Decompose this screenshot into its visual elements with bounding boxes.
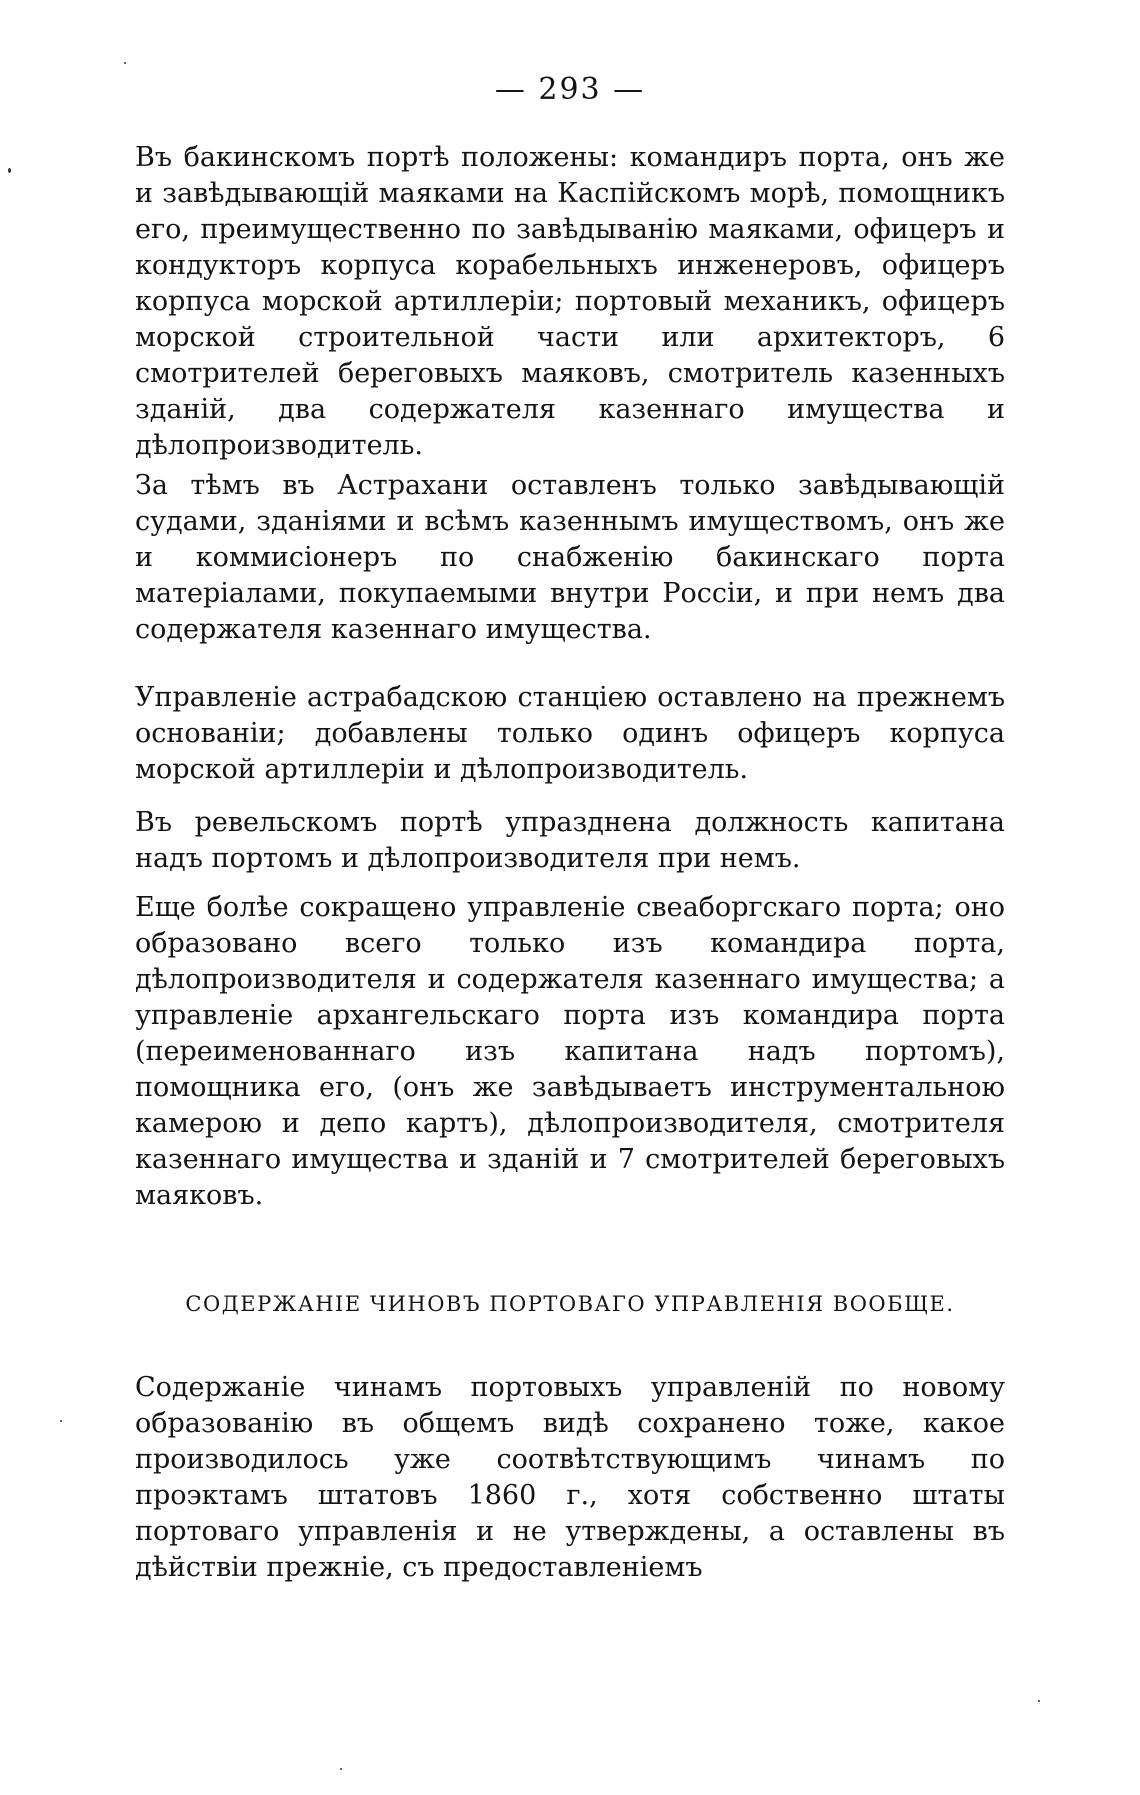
scan-speck [124,62,126,64]
scan-speck [1038,1700,1040,1702]
paragraph-revel-port [135,805,1005,877]
scan-speck [340,1768,342,1770]
paragraph-text: Управленіе астрабадскою станціею оставлено на прежнемъ основаніи; добавлены только одинъ офицеръ корпуса морской артиллеріи и дѣлопроизводитель. [135,682,1005,785]
paragraph-salaries [135,1370,1005,1586]
scan-speck [60,1420,62,1422]
page-number: — 293 — [494,72,646,107]
paragraph-text: За тѣмъ въ Астрахани оставленъ только завѣдывающій судами, зданіями и всѣмъ казеннымъ имуществомъ, онъ же и коммисіонеръ по снабженію бакинскаго порта матеріалами, покупаемыми внутри Россіи, и при немъ два содержателя казеннаго имущества. [135,470,1005,645]
paragraph-astrakhan [135,468,1005,648]
paragraph-text: Еще болѣе сокращено управленіе свеаборгскаго порта; оно образовано всего только изъ командира порта, дѣлопроизводителя и содержателя казеннаго имущества; а управленіе архангельскаго порта изъ командира порта (переименованнаго изъ капитана надъ портомъ), помощника его, (онъ же завѣдываетъ инструментальною камерою и депо картъ), дѣлопроизводителя, смотрителя казеннаго имущества и зданій и 7 смотрителей береговыхъ маяковъ. [135,892,1005,1211]
paragraph-text: Въ бакинскомъ портѣ положены: командиръ порта, онъ же и завѣдывающій маяками на Каспійскомъ морѣ, помощникъ его, преимущественно по завѣдыванію маяками, офицеръ и кондукторъ корпуса корабельныхъ инженеровъ, офицеръ корпуса морской артиллеріи; портовый механикъ, офицеръ морской строительной части или архитекторъ, 6 смотрителей береговыхъ маяковъ, смотритель казенныхъ зданій, два содержателя казеннаго имущества и дѣлопроизводитель. [135,142,1005,461]
paragraph-astrabad-station [135,680,1005,788]
section-heading: СОДЕРЖАНІЕ ЧИНОВЪ ПОРТОВАГО УПРАВЛЕНІЯ ВООБЩЕ. [185,1292,955,1316]
paragraph-text: Содержаніе чинамъ портовыхъ управленій по новому образованію въ общемъ видѣ сохранено тоже, какое производилось уже соотвѣтствующимъ чинамъ по проэктамъ штатовъ 1860 г., хотя собственно штаты портоваго управленія и не утверждены, а оставлены въ дѣйствіи прежніе, съ предоставленіемъ [135,1372,1005,1583]
scan-speck [8,168,11,173]
paragraph-text: Въ ревельскомъ портѣ упразднена должность капитана надъ портомъ и дѣлопроизводителя при немъ. [135,807,1005,874]
paragraph-sveaborg-arkhangelsk [135,890,1005,1214]
paragraph-baku-port [135,140,1005,464]
